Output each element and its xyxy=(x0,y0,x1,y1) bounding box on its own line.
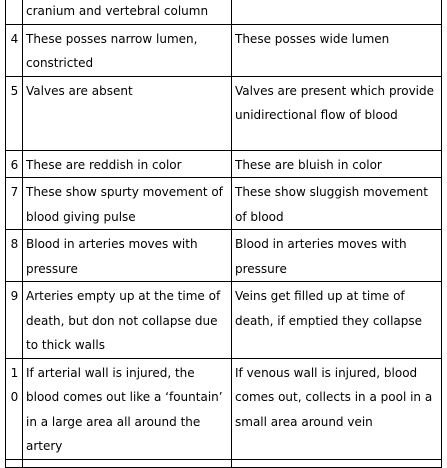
table-row xyxy=(6,24,442,76)
vein-cell: Veins get filled up at time of death, if emptied they collapse xyxy=(232,282,442,359)
row-number-cell: 6 xyxy=(6,150,23,178)
table-row xyxy=(6,178,442,230)
row-number-cell: 5 xyxy=(6,76,23,150)
artery-cell xyxy=(23,459,232,467)
artery-cell: These posses narrow lumen, constricted xyxy=(23,24,232,76)
table-row xyxy=(6,358,442,459)
artery-cell: These show spurty movement of blood giving pulse xyxy=(23,178,232,230)
row-number-cell xyxy=(6,459,23,467)
row-number-cell: 7 xyxy=(6,178,23,230)
vein-cell: These posses wide lumen xyxy=(232,24,442,76)
table-row xyxy=(6,230,442,282)
row-number-cell: 1 0 xyxy=(6,358,23,459)
vein-cell xyxy=(232,0,442,24)
artery-cell: cranium and vertebral column xyxy=(23,0,232,24)
vein-cell: If venous wall is injured, blood comes out, collects in a pool in a small area around vein xyxy=(232,358,442,459)
vein-cell: Valves are present which provide unidirectional flow of blood xyxy=(232,76,442,150)
artery-cell: Valves are absent xyxy=(23,76,232,150)
row-number-cell: 4 xyxy=(6,24,23,76)
vein-cell: Blood in arteries moves with pressure xyxy=(232,230,442,282)
row-number-cell: 9 xyxy=(6,282,23,359)
artery-cell: If arterial wall is injured, the blood comes out like a ‘fountain’ in a large area all around the artery xyxy=(23,358,232,459)
table-row xyxy=(6,150,442,178)
table-row xyxy=(6,282,442,359)
table-row-continuation xyxy=(6,0,442,24)
vein-cell: These are bluish in color xyxy=(232,150,442,178)
artery-cell: These are reddish in color xyxy=(23,150,232,178)
table-row xyxy=(6,459,442,467)
artery-vein-comparison-table xyxy=(5,0,442,468)
table-row xyxy=(6,76,442,150)
vein-cell: These show sluggish movement of blood xyxy=(232,178,442,230)
vein-cell xyxy=(232,459,442,467)
row-number-cell xyxy=(6,0,23,24)
row-number-cell: 8 xyxy=(6,230,23,282)
artery-cell: Blood in arteries moves with pressure xyxy=(23,230,232,282)
artery-cell: Arteries empty up at the time of death, but don not collapse due to thick walls xyxy=(23,282,232,359)
